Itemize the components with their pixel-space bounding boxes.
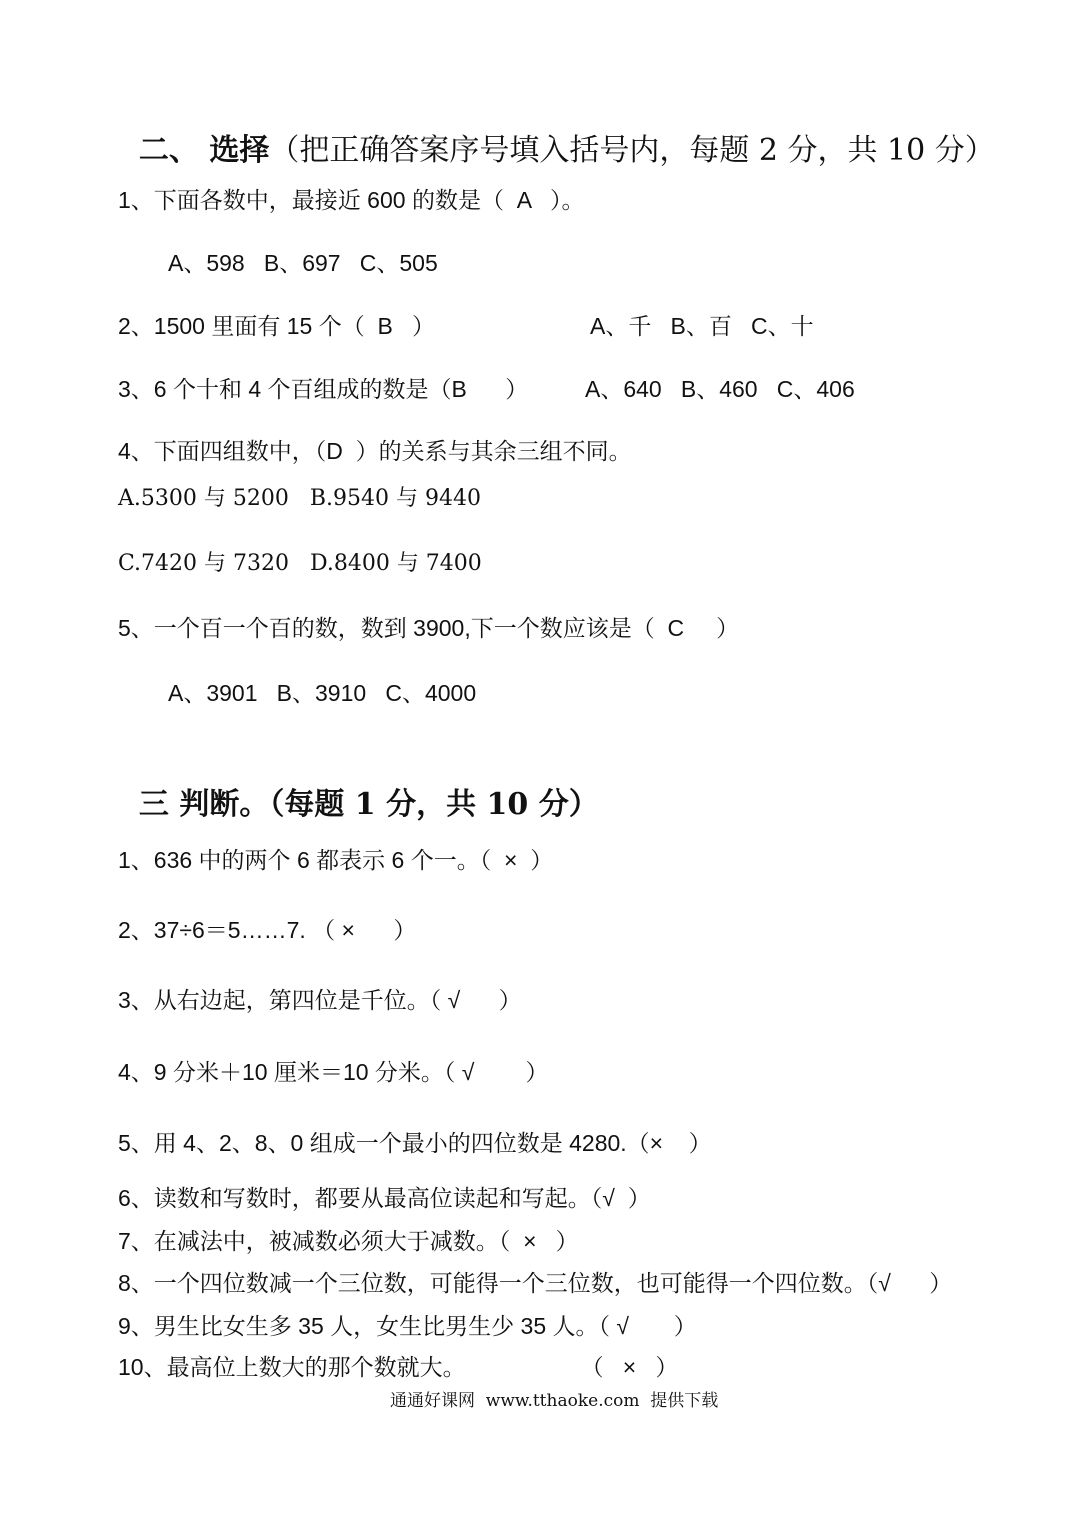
section-2-title-bold: 二、 选择 (138, 133, 270, 168)
section-2-title-rest: （把正确答案序号填入括号内，每题 2 分，共 10 分） (269, 133, 995, 168)
question-4-options-line-2: C.7420 与 7320 D.8400 与 7400 (118, 551, 482, 576)
judge-item: 7、在减法中，被减数必须大于减数。（ × ） (118, 1228, 579, 1254)
judge-item: 6、读数和写数时，都要从最高位读起和写起。（√ ） (118, 1185, 651, 1211)
question-4: 4、下面四组数中，（D ）的关系与其余三组不同。 (118, 438, 632, 464)
question-5-options: A、3901 B、3910 C、4000 (168, 680, 477, 706)
question-3: 3、6 个十和 4 个百组成的数是（B ） (118, 376, 529, 402)
judge-item: 2、37÷6＝5……7. （ × ） (118, 917, 417, 943)
judge-item: 9、男生比女生多 35 人，女生比男生少 35 人。（ √ ） (118, 1313, 697, 1339)
question-3-options: A、640 B、460 C、406 (585, 376, 855, 402)
judge-item: 3、从右边起，第四位是千位。（ √ ） (118, 987, 522, 1013)
question-2-options: A、千 B、百 C、十 (590, 313, 814, 339)
question-4-options-line-1: A.5300 与 5200 B.9540 与 9440 (118, 486, 481, 511)
section-2-title (118, 106, 995, 166)
judge-item: 5、用 4、2、8、0 组成一个最小的四位数是 4280.（× ） (118, 1130, 712, 1156)
section-3-title-bold: 三 判断。 (138, 787, 270, 822)
question-5: 5、一个百一个百的数，数到 3900,下一个数应该是（ C ） (118, 615, 740, 641)
section-3-title (118, 760, 599, 820)
question-2: 2、1500 里面有 15 个（ B ） (118, 313, 436, 339)
judge-item: 4、9 分米＋10 厘米＝10 分米。（ √ ） (118, 1059, 549, 1085)
judge-item: 8、一个四位数减一个三位数，可能得一个三位数，也可能得一个四位数。（√ ） (118, 1270, 953, 1296)
question-1-options: A、598 B、697 C、505 (168, 250, 438, 276)
question-1: 1、下面各数中，最接近 600 的数是（ A ）。 (118, 187, 585, 213)
footer-credit: 通通好课网 www.tthaoke.com 提供下载 (390, 1391, 719, 1411)
judge-item: 10、最高位上数大的那个数就大。 （ × ） (118, 1354, 679, 1380)
section-3-title-rest: （每题 1 分，共 10 分） (269, 787, 599, 822)
judge-item: 1、636 中的两个 6 都表示 6 个一。（ × ） (118, 847, 554, 873)
